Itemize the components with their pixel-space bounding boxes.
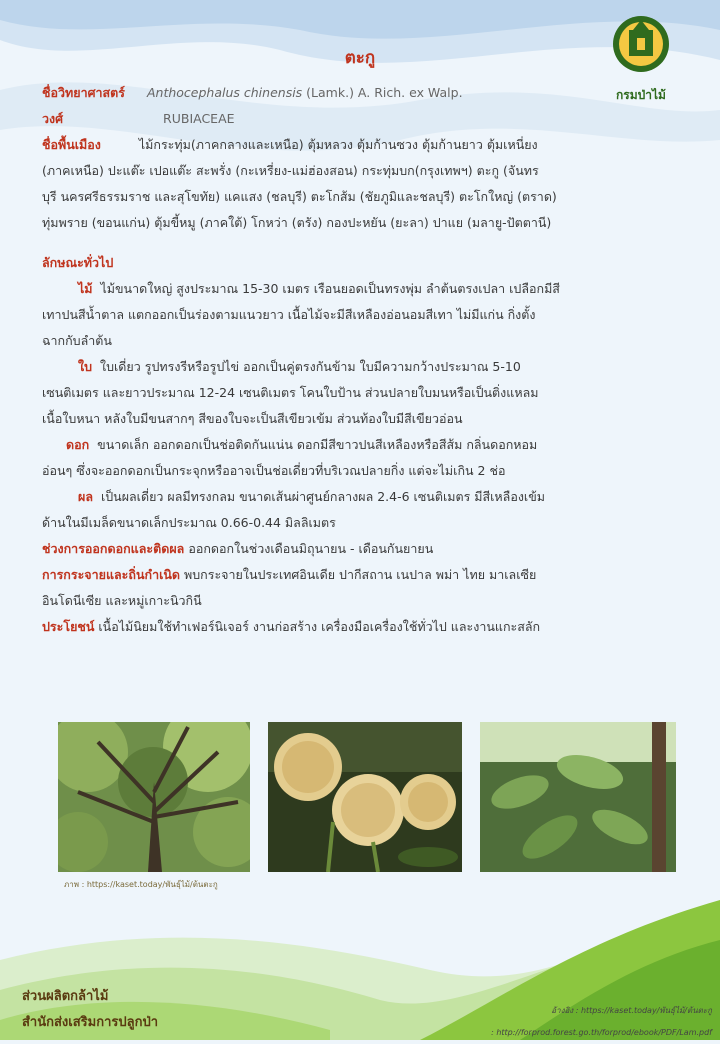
distribution-row: การกระจายและถิ่นกำเนิด พบกระจายในประเทศอินเดีย ปากีสถาน เนปาล พม่า ไทย มาเลเซีย xyxy=(42,567,537,582)
family-row xyxy=(42,106,682,132)
tree-line: เทาปนสีน้ำตาล แตกออกเป็นร่องตามแนวยาว เนื้อไม้จะมีสีเหลืองอ่อนอมสีเทา ไม่มีแก่น กิ่งตั้ง xyxy=(42,307,536,322)
leaf-photo xyxy=(480,722,676,872)
distribution-line: อินโดนีเซีย และหมู่เกาะนิวกินี xyxy=(42,593,202,608)
org-line1: ส่วนผลิตกล้าไม้ xyxy=(22,989,109,1004)
leaf-desc: ใบ ใบเดี่ยว รูปทรงรีหรือรูปไข่ ออกเป็นคู่ตรงกันข้าม ใบมีความกว้างประมาณ 5-10 xyxy=(78,359,521,374)
sci-label: ชื่อวิทยาศาสตร์ xyxy=(42,85,126,100)
local-label: ชื่อพื้นเมือง xyxy=(42,137,101,152)
uses-row: ประโยชน์ เนื้อไม้นิยมใช้ทำเฟอร์นิเจอร์ งานก่อสร้าง เครื่องมือเครื่องใช้ทั่วไป และงานแกะสลัก xyxy=(42,619,541,634)
season-label: ช่วงการออกดอกและติดผล xyxy=(42,541,185,556)
ref-line1: อ้างอิง : https://kaset.today/พันธุ์ไม้/ต้นตะกู xyxy=(551,1006,712,1015)
fruit-desc: ผล เป็นผลเดี่ยว ผลมีทรงกลม ขนาดเส้นผ่าศูนย์กลางผล 2.4-6 เซนติเมตร มีสีเหลืองเข้ม xyxy=(78,489,545,504)
footer-org xyxy=(22,984,158,1036)
local-line: ไม้กระทุ่ม(ภาคกลางและเหนือ) ตุ้มหลวง ตุ้มก้านซวง ตุ้มก้านยาว ตุ้มเหนี่ยง xyxy=(138,137,538,152)
flower-photo xyxy=(268,722,462,872)
sci-name: Anthocephalus chinensis xyxy=(146,85,303,100)
scientific-name-row xyxy=(42,80,682,106)
org-line2: สำนักส่งเสริมการปลูกป่า xyxy=(22,1015,158,1030)
footer-references xyxy=(491,1000,712,1044)
uses-label: ประโยชน์ xyxy=(42,619,95,634)
fruit-line: ด้านในมีเมล็ดขนาดเล็กประมาณ 0.66-0.44 มิลลิเมตร xyxy=(42,515,336,530)
tree-desc: ไม้ ไม้ขนาดใหญ่ สูงประมาณ 15-30 เมตร เรือนยอดเป็นทรงพุ่ม ลำต้นตรงเปลา เปลือกมีสี xyxy=(78,281,560,296)
main-content xyxy=(42,80,682,640)
distribution-label: การกระจายและถิ่นกำเนิด xyxy=(42,567,181,582)
flower-label: ดอก xyxy=(66,437,90,452)
page-title: ตะกู xyxy=(344,48,376,68)
tree-photo xyxy=(58,722,250,872)
local-line: บุรี นครศรีธรรมราช และสุโขทัย) แคแสง (ชลบุรี) ตะโกส้ม (ชัยภูมิและชลบุรี) ตะโกใหญ่ (ตราด) xyxy=(42,189,557,204)
photo-caption: ภาพ : https://kaset.today/พันธุ์ไม้/ต้นตะกู xyxy=(64,880,218,889)
season-row: ช่วงการออกดอกและติดผล ออกดอกในช่วงเดือนมิถุนายน - เดือนกันยายน xyxy=(42,541,434,556)
sci-author: (Lamk.) A. Rich. ex Walp. xyxy=(302,85,463,100)
leaf-label: ใบ xyxy=(78,359,93,374)
local-line: (ภาคเหนือ) ปะแต๊ะ เปอแต๊ะ สะพรั่ง (กะเหรี่ยง-แม่ฮ่องสอน) กระทุ่มบก(กรุงเทพฯ) ตะกู (จันทร xyxy=(42,163,539,178)
family-label: วงศ์ xyxy=(42,111,64,126)
leaf-line: เซนติเมตร และยาวประมาณ 12-24 เซนติเมตร โคนใบป้าน ส่วนปลายใบมนหรือเป็นติ่งแหลม xyxy=(42,385,539,400)
general-heading: ลักษณะทั่วไป xyxy=(42,255,114,270)
fruit-label: ผล xyxy=(78,489,93,504)
local-line: ทุ่มพราย (ขอนแก่น) ตุ้มขี้หมู (ภาคใต้) โกหว่า (ตรัง) กองปะหยัน (ยะลา) ปาแย (มลายู-ปัตตานี) xyxy=(42,215,552,230)
ref-line2: : http://forprod.forest.go.th/forprod/ebook/PDF/Lam.pdf xyxy=(491,1028,712,1037)
logo-text: กรมป่าไม้ xyxy=(616,88,666,102)
leaf-line: เนื้อใบหนา หลังใบมีขนสากๆ สีของใบจะเป็นสีเขียวเข้ม ส่วนท้องใบมีสีเขียวอ่อน xyxy=(42,411,463,426)
tree-line: ฉากกับลำต้น xyxy=(42,333,112,348)
local-names-row xyxy=(42,132,682,158)
family-value: RUBIACEAE xyxy=(163,111,235,126)
flower-desc: ดอก ขนาดเล็ก ออกดอกเป็นช่อติดกันแน่น ดอกมีสีขาวปนสีเหลืองหรือสีส้ม กลิ่นดอกหอม xyxy=(66,437,538,452)
photo-strip xyxy=(58,722,678,872)
tree-label: ไม้ xyxy=(78,281,93,296)
flower-line: อ่อนๆ ซึ่งจะออกดอกเป็นกระจุกหรืออาจเป็นช่อเดี่ยวที่บริเวณปลายกิ่ง แต่จะไม่เกิน 2 ช่อ xyxy=(42,463,506,478)
